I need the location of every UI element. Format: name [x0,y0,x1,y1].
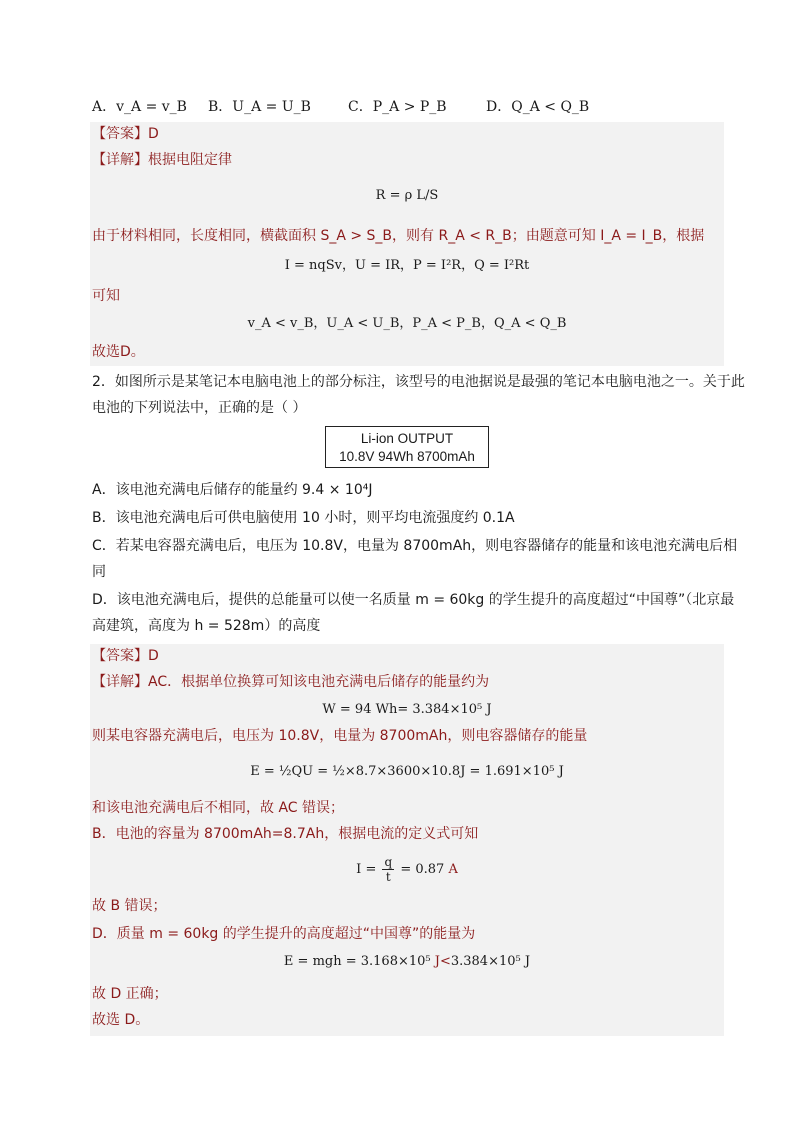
q2-answer: 【答案】D [92,648,159,664]
q1-option-a: A．v_A = v_B [92,99,187,115]
q2-detail-3: 和该电池充满电后不相同，故 AC 错误； [92,800,345,816]
q2-detail-8: 故选 D。 [92,1012,150,1028]
q2-formula-mgh [90,952,724,972]
q2-option-d-line2: 高建筑，高度为 h = 528m）的高度 [92,618,321,634]
battery-label-box [325,426,489,468]
q2-detail-2: 则某电容器充满电后，电压为 10.8V，电量为 8700mAh，则电容器储存的能量 [92,728,588,744]
q1-detail-label: 【详解】 [92,152,148,168]
q2-f3-fraction [382,855,394,884]
q2-f4-tail: 3.384×10⁵ J [450,954,531,969]
q1-detail [92,150,232,170]
q2-f4-main: E = mgh = 3.168×10⁵ [283,954,435,969]
q1-detail-intro: 根据电阻定律 [148,152,232,168]
q2-detail-ac: AC．根据单位换算可知该电池充满电后储存的能量约为 [148,674,490,690]
q1-conclusion: 故选D。 [92,344,145,360]
q2-formula-energy: W = 94 Wh= 3.384×10⁵ J [322,702,492,717]
q2-detail-6: D．质量 m = 60kg 的学生提升的高度超过“中国尊”的能量为 [92,926,476,942]
q2-f3-num: q [384,855,393,869]
q2-option-d-line1: D．该电池充满电后，提供的总能量可以使一名质量 m = 60kg 的学生提升的高度超过“中国尊”（北京最 [92,592,735,608]
q2-detail-4: B．电池的容量为 8700mAh=8.7Ah，根据电流的定义式可知 [92,826,479,842]
q1-answer: 【答案】D [92,126,159,142]
q2-detail-1 [92,672,489,692]
q2-option-c-line1: C．若某电容器充满电后，电压为 10.8V，电量为 8700mAh，则电容器储存的能量和该电池充满电后相 [92,538,738,554]
q2-f4-red: J< [434,954,451,969]
q1-option-d: D．Q_A < Q_B [486,99,590,115]
q2-stem-line2: 电池的下列说法中，正确的是（ ） [92,400,307,416]
q1-option-b: B．U_A = U_B [208,99,311,115]
q2-stem-line1: 2．如图所示是某笔记本电脑电池上的部分标注，该型号的电池据说是最强的笔记本电脑电池之一。关于此 [92,374,745,390]
q1-keyi: 可知 [92,288,120,304]
q1-option-c: C．P_A > P_B [348,99,447,115]
battery-label-line2: 10.8V 94Wh 8700mAh [339,449,475,464]
q2-option-c-line2: 同 [92,564,106,580]
q1-detail-line2: 由于材料相同，长度相同，横截面积 S_A > S_B，则有 R_A < R_B；由题意可知 I_A = I_B，根据 [92,228,705,244]
q2-f3-den: t [385,870,391,884]
q2-detail-7: 故 D 正确； [92,986,168,1002]
q2-option-a: A．该电池充满电后储存的能量约 9.4 × 10⁴J [92,482,373,498]
q2-formula-capacitor: E = ½QU = ½×8.7×3600×10.8J = 1.691×10⁵ J [250,764,564,779]
battery-label-line1: Li-ion OUTPUT [360,431,454,446]
q2-f3-unit: A [448,862,458,877]
q2-detail-5: 故 B 错误； [92,898,167,914]
q2-f3-post: = 0.87 [400,862,445,877]
q2-f3-pre: I = [356,862,377,877]
q1-formula-resistance: R = ρ L/S [375,188,439,203]
q1-formula-3: v_A < v_B，U_A < U_B，P_A < P_B，Q_A < Q_B [247,316,567,331]
q2-option-b: B．该电池充满电后可供电脑使用 10 小时，则平均电流强度约 0.1A [92,510,515,526]
q1-formula-2: I = nqSv，U = IR，P = I²R，Q = I²Rt [284,258,530,273]
q2-detail-label: 【详解】 [92,674,148,690]
q2-formula-current [90,850,724,890]
